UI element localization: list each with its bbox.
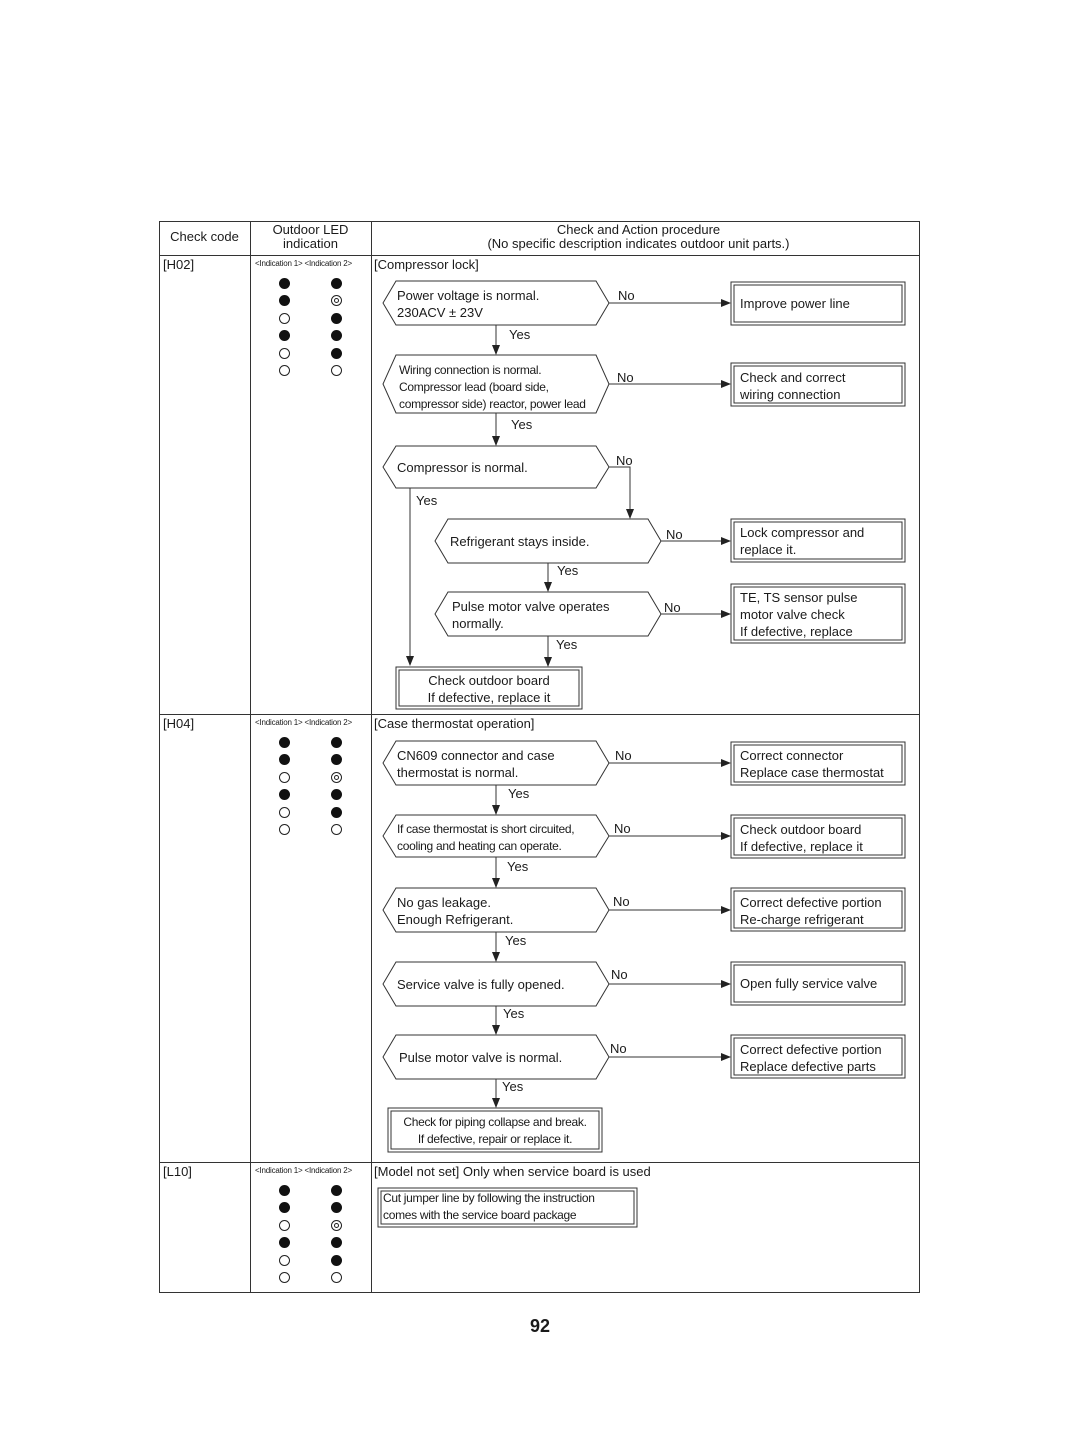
no-label: No: [610, 1041, 627, 1056]
yes-label: Yes: [416, 493, 438, 508]
action-text: replace it.: [740, 542, 797, 557]
check-code-h04: [H04]: [163, 716, 195, 731]
action-text: Check and correct: [740, 370, 846, 385]
no-label: No: [666, 527, 683, 542]
check-code-h02: [H02]: [163, 257, 195, 272]
section-title-l10: [Model not set] Only when service board is used: [374, 1164, 651, 1179]
no-label: No: [664, 600, 681, 615]
decision-text: If case thermostat is short circuited,: [397, 822, 575, 836]
header-check-code: Check code: [170, 229, 239, 244]
decision-text: Refrigerant stays inside.: [450, 534, 590, 549]
decision-text: Compressor is normal.: [397, 460, 528, 475]
no-label: No: [616, 453, 633, 468]
header-procedure-line2: (No specific description indicates outdoor unit parts.): [487, 236, 790, 251]
yes-label: Yes: [502, 1079, 524, 1094]
decision-text: Pulse motor valve is normal.: [399, 1050, 563, 1065]
no-label: No: [617, 370, 634, 385]
action-text: TE, TS sensor pulse: [740, 590, 858, 605]
action-text: Correct connector: [740, 748, 844, 763]
no-label: No: [615, 748, 632, 763]
yes-label: Yes: [556, 637, 578, 652]
decision-text: 230ACV ± 23V: [397, 305, 483, 320]
yes-label: Yes: [508, 786, 530, 801]
header-led-line2: indication: [283, 236, 338, 251]
action-text: Check outdoor board: [740, 822, 862, 837]
yes-label: Yes: [557, 563, 579, 578]
indication-labels: <Indication 1> <Indication 2>: [255, 259, 352, 268]
action-text: If defective, replace: [740, 624, 853, 639]
final-text: comes with the service board package: [383, 1208, 577, 1222]
yes-label: Yes: [505, 933, 527, 948]
header-procedure-line1: Check and Action procedure: [556, 222, 721, 237]
decision-text: Wiring connection is normal.: [399, 363, 542, 377]
page-number: 92: [529, 1316, 551, 1336]
decision-text: No gas leakage.: [397, 895, 491, 910]
no-label: No: [613, 894, 630, 909]
decision-text: Enough Refrigerant.: [397, 912, 514, 927]
check-code-l10: [L10]: [163, 1164, 192, 1179]
final-text: Check outdoor board: [428, 673, 550, 688]
header-led-line1: Outdoor LED: [272, 222, 349, 237]
no-label: No: [611, 967, 628, 982]
indication-labels: <Indication 1> <Indication 2>: [255, 718, 352, 727]
yes-label: Yes: [511, 417, 533, 432]
action-text: Replace defective parts: [740, 1059, 876, 1074]
no-label: No: [618, 288, 635, 303]
action-text: wiring connection: [740, 387, 841, 402]
decision-text: thermostat is normal.: [397, 765, 519, 780]
action-text: Correct defective portion: [740, 1042, 882, 1057]
action-text: Re-charge refrigerant: [740, 912, 864, 927]
final-text: If defective, repair or replace it.: [417, 1132, 573, 1146]
final-text: Cut jumper line by following the instruction: [383, 1191, 595, 1205]
decision-text: Power voltage is normal.: [397, 288, 540, 303]
final-text: Check for piping collapse and break.: [403, 1115, 587, 1129]
indication-labels: <Indication 1> <Indication 2>: [255, 1166, 352, 1175]
decision-text: Pulse motor valve operates: [452, 599, 610, 614]
action-text: Replace case thermostat: [740, 765, 884, 780]
yes-label: Yes: [503, 1006, 525, 1021]
decision-text: Service valve is fully opened.: [397, 977, 565, 992]
yes-label: Yes: [509, 327, 531, 342]
action-text: Open fully service valve: [740, 976, 878, 991]
decision-text: cooling and heating can operate.: [397, 839, 562, 853]
action-text: If defective, replace it: [740, 839, 863, 854]
action-text: Improve power line: [740, 296, 850, 311]
final-text: If defective, replace it: [427, 690, 551, 705]
no-label: No: [614, 821, 631, 836]
yes-label: Yes: [507, 859, 529, 874]
decision-text: Compressor lead (board side,: [399, 380, 549, 394]
section-title-h02: [Compressor lock]: [374, 257, 479, 272]
section-title-h04: [Case thermostat operation]: [374, 716, 535, 731]
action-text: Lock compressor and: [740, 525, 865, 540]
action-text: Correct defective portion: [740, 895, 882, 910]
action-text: motor valve check: [740, 607, 845, 622]
decision-text: compressor side) reactor, power lead: [399, 397, 586, 411]
decision-text: normally.: [452, 616, 504, 631]
decision-text: CN609 connector and case: [397, 748, 555, 763]
